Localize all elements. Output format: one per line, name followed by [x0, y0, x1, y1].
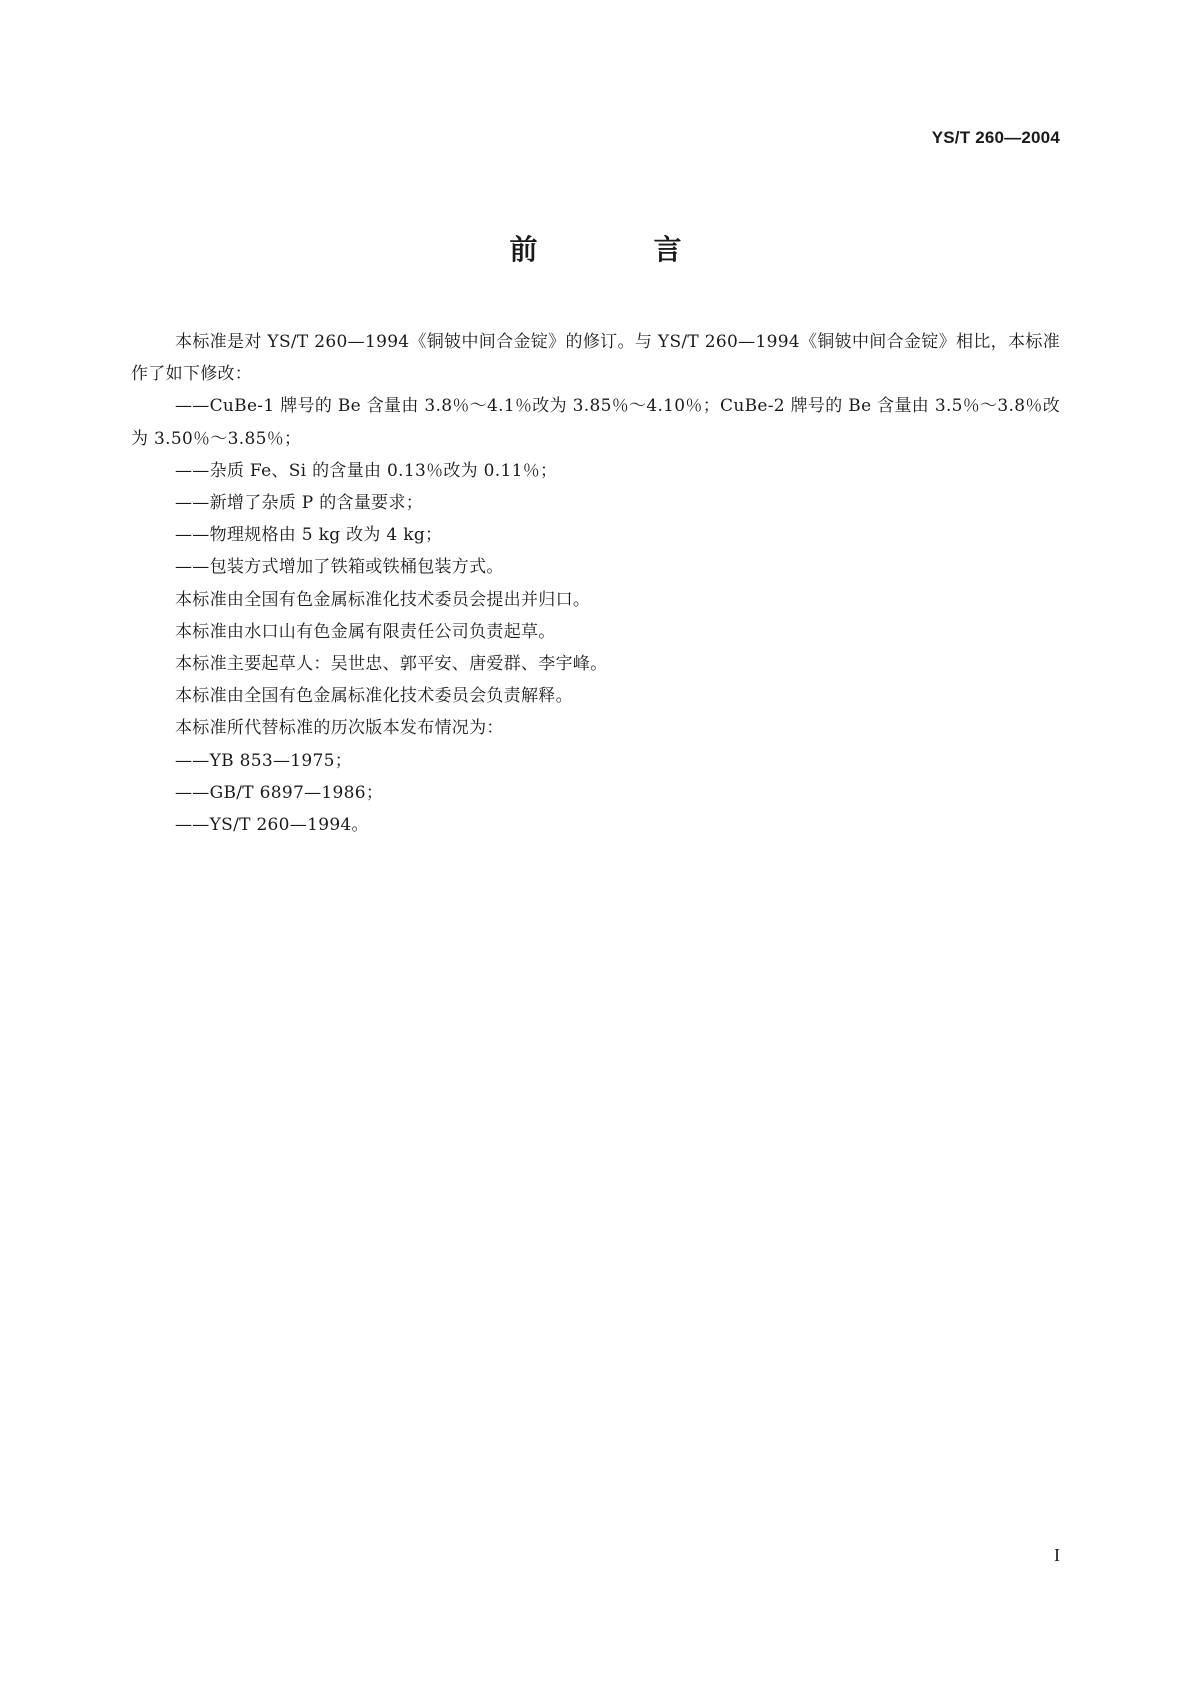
paragraph-intro: 本标准是对 YS/T 260—1994《铜铍中间合金锭》的修订。与 YS/T 260—1994《铜铍中间合金锭》相比，本标准作了如下修改： — [131, 332, 1060, 385]
list-item-history-yb: ——YB 853—1975； — [175, 750, 353, 771]
list-item-impurity-p: ——新增了杂质 P 的含量要求； — [175, 493, 424, 514]
paragraph-drafters: 本标准主要起草人：吴世忠、郭平安、唐爱群、李宇峰。 — [175, 654, 608, 675]
page-title: 前 言 — [509, 233, 726, 266]
list-item-history-yst: ——YS/T 260—1994。 — [175, 815, 369, 836]
paragraph-history-intro: 本标准所代替标准的历次版本发布情况为： — [175, 718, 504, 739]
page-number: I — [1054, 1545, 1060, 1565]
standard-code: YS/T 260—2004 — [931, 128, 1060, 147]
paragraph-drafted-by: 本标准由水口山有色金属有限责任公司负责起草。 — [175, 621, 556, 642]
paragraph-interpretation: 本标准由全国有色金属标准化技术委员会负责解释。 — [175, 686, 573, 707]
list-item-physical-spec: ——物理规格由 5 kg 改为 4 kg； — [175, 525, 443, 546]
foreword-body — [131, 326, 1060, 841]
list-item-history-gbt: ——GB/T 6897—1986； — [175, 782, 384, 803]
list-item-be-content: ——CuBe-1 牌号的 Be 含量由 3.8％～4.1％改为 3.85％～4.10％；CuBe-2 牌号的 Be 含量由 3.5％～3.8％改为 3.50％～3.85％； — [131, 396, 1060, 449]
list-item-packaging: ——包装方式增加了铁箱或铁桶包装方式。 — [175, 557, 504, 578]
list-item-impurity-fe-si: ——杂质 Fe、Si 的含量由 0.13％改为 0.11％； — [175, 460, 558, 481]
paragraph-proposed-by: 本标准由全国有色金属标准化技术委员会提出并归口。 — [175, 589, 591, 610]
